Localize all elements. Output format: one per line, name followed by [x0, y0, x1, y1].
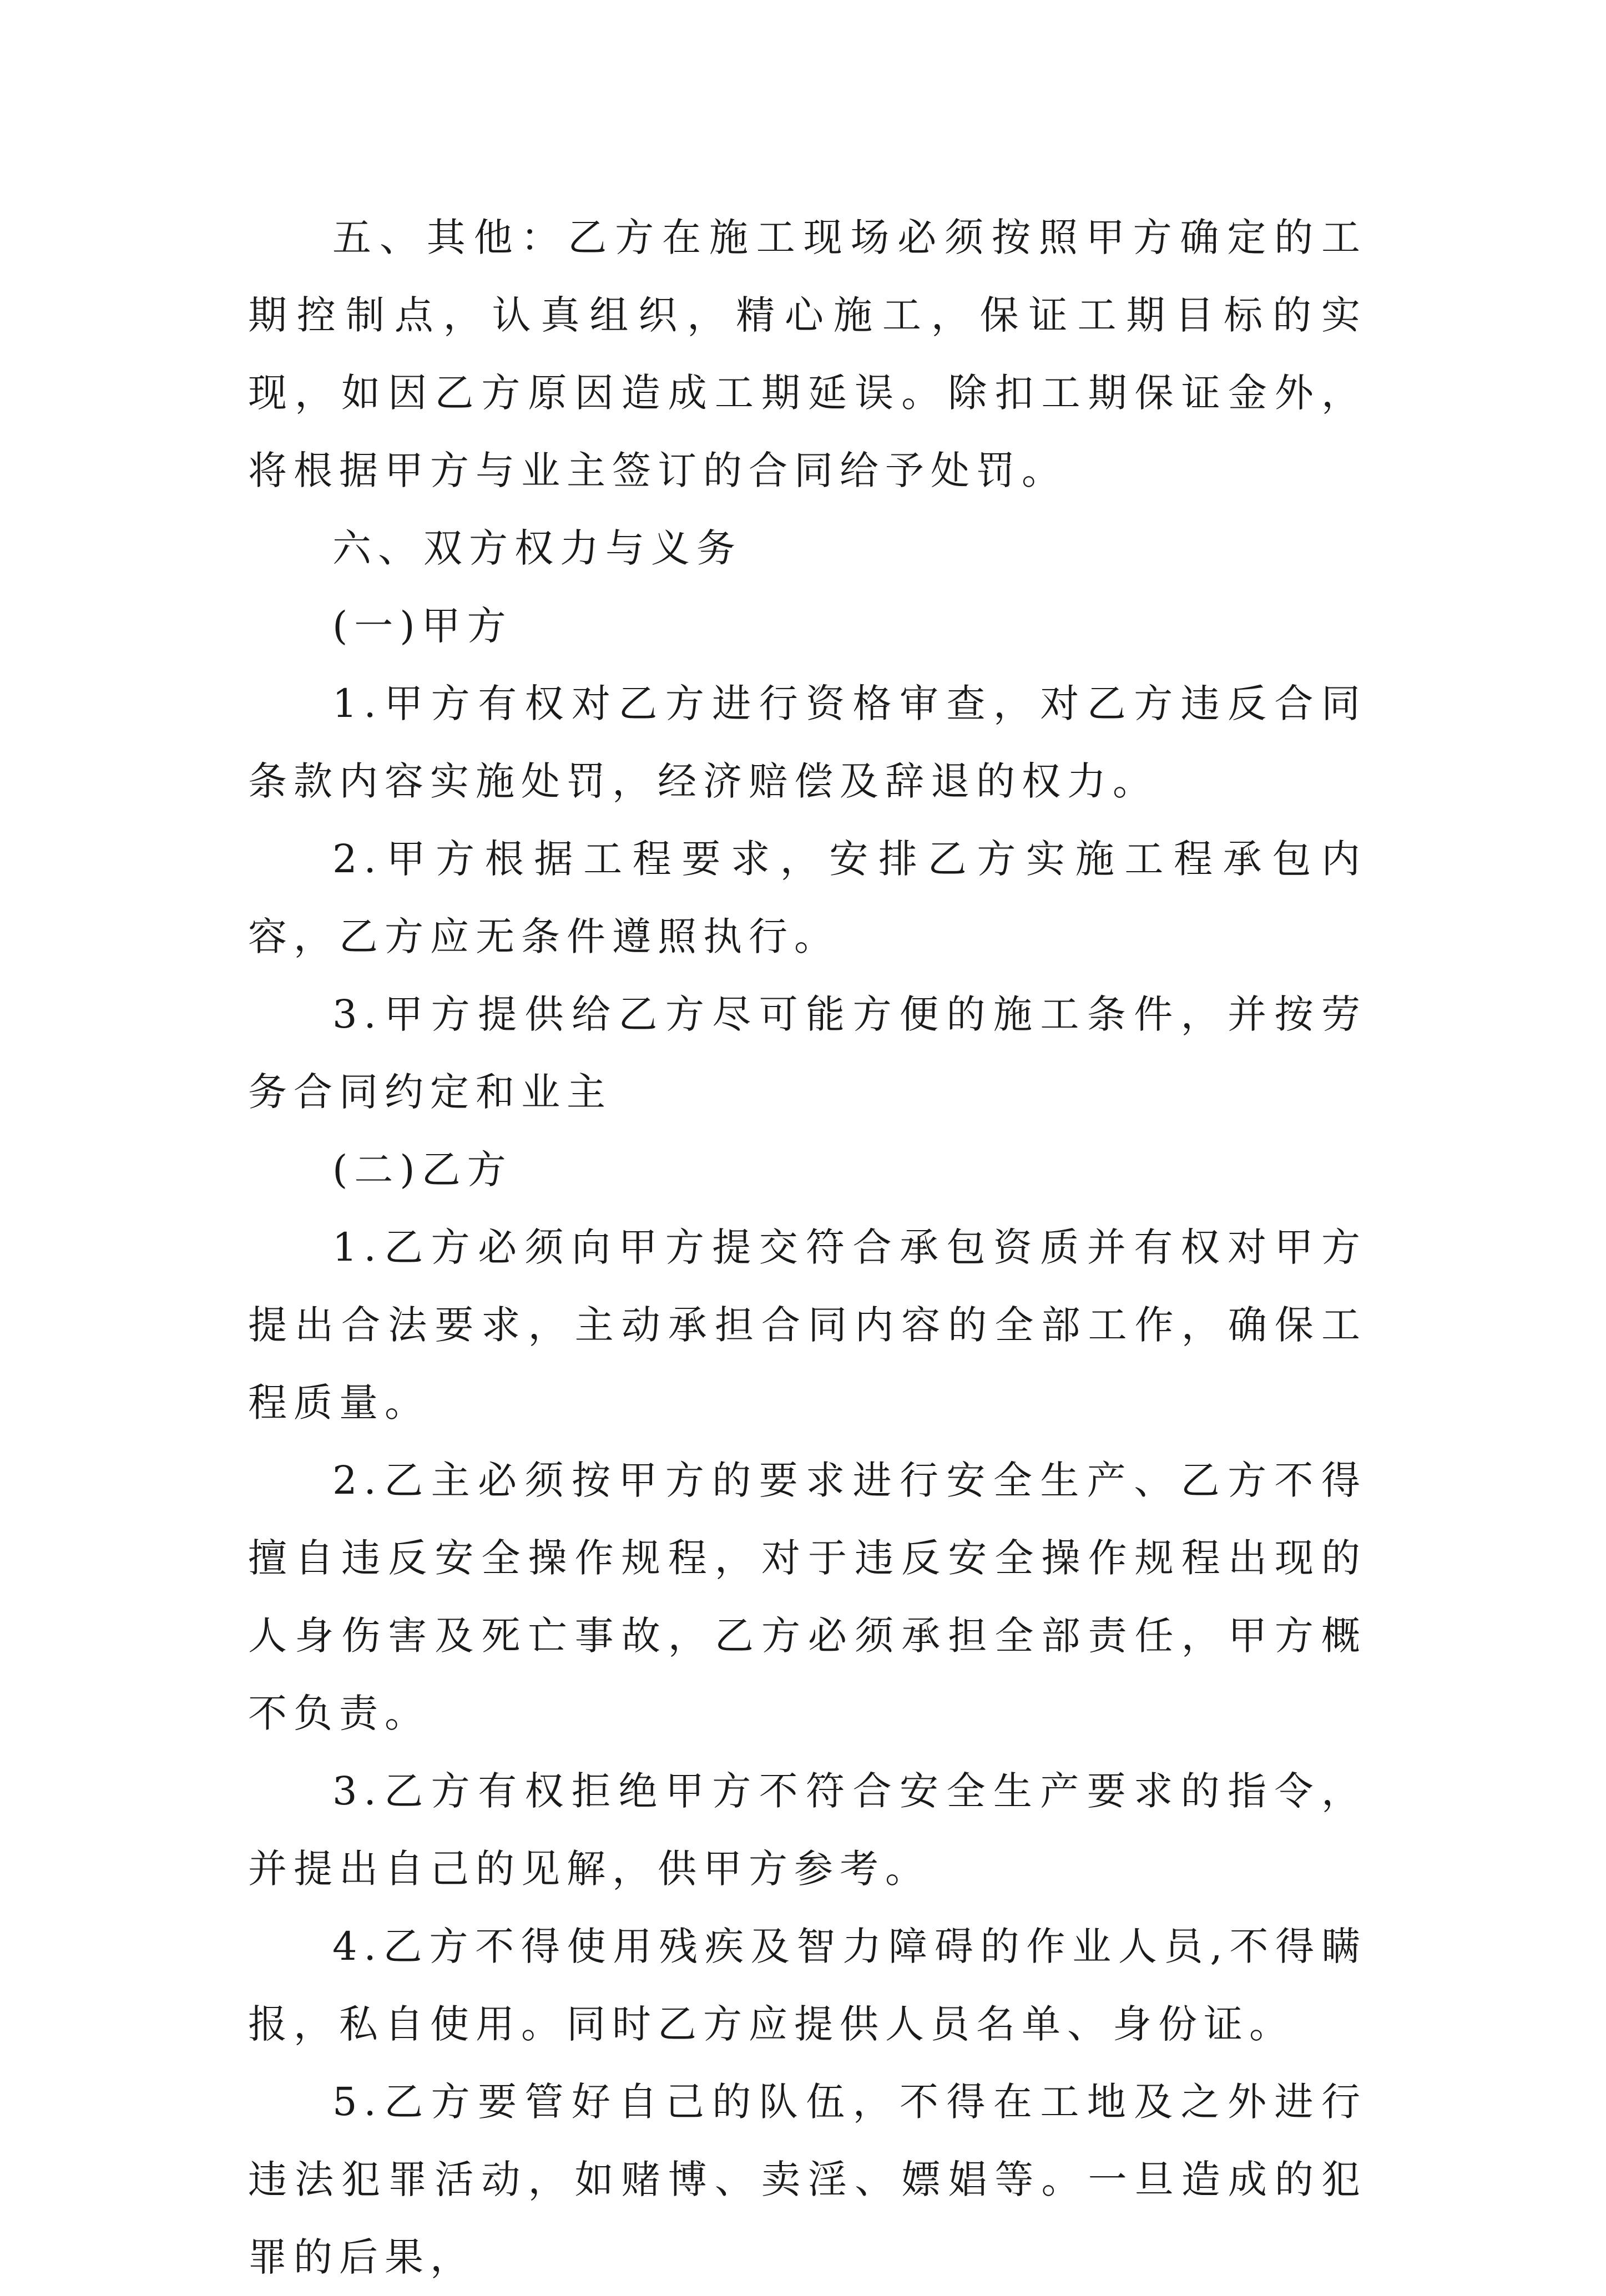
paragraph-other-terms: 五、其他：乙方在施工现场必须按照甲方确定的工期控制点，认真组织，精心施工，保证工期目标的实现，如因乙方原因造成工期延误。除扣工期保证金外，将根据甲方与业主签订的合同给予处罚。: [248, 215, 1367, 493]
document-body: [248, 199, 1367, 2296]
party-a-item-2: 2.甲方根据工程要求，安排乙方实施工程承包内容，乙方应无条件遵照执行。: [248, 836, 1367, 959]
party-b-item-4: 4.乙方不得使用残疾及智力障碍的作业人员,不得瞒报，私自使用。同时乙方应提供人员名单、身份证。: [248, 1924, 1367, 2047]
subheading-party-b: (二)乙方: [332, 1147, 513, 1192]
section-heading-rights-obligations: 六、双方权力与义务: [332, 525, 742, 571]
party-a-item-1: 1.甲方有权对乙方进行资格审查，对乙方违反合同条款内容实施处罚，经济赔偿及辞退的权力。: [248, 681, 1367, 804]
party-b-item-5: 5.乙方要管好自己的队伍，不得在工地及之外进行违法犯罪活动，如赌博、卖淫、嫖娼等。一旦造成的犯罪的后果，: [248, 2079, 1367, 2280]
party-b-item-3: 3.乙方有权拒绝甲方不符合安全生产要求的指令，并提出自己的见解，供甲方参考。: [248, 1768, 1367, 1892]
party-b-item-1: 1.乙方必须向甲方提交符合承包资质并有权对甲方提出合法要求，主动承担合同内容的全部工作，确保工程质量。: [248, 1225, 1367, 1425]
subheading-party-a: (一)甲方: [332, 603, 513, 649]
party-a-item-3: 3.甲方提供给乙方尽可能方便的施工条件，并按劳务合同约定和业主: [248, 992, 1367, 1115]
party-b-item-2: 2.乙主必须按甲方的要求进行安全生产、乙方不得擅自违反安全操作规程，对于违反安全操作规程出现的人身伤害及死亡事故，乙方必须承担全部责任，甲方概不负责。: [248, 1458, 1367, 1736]
